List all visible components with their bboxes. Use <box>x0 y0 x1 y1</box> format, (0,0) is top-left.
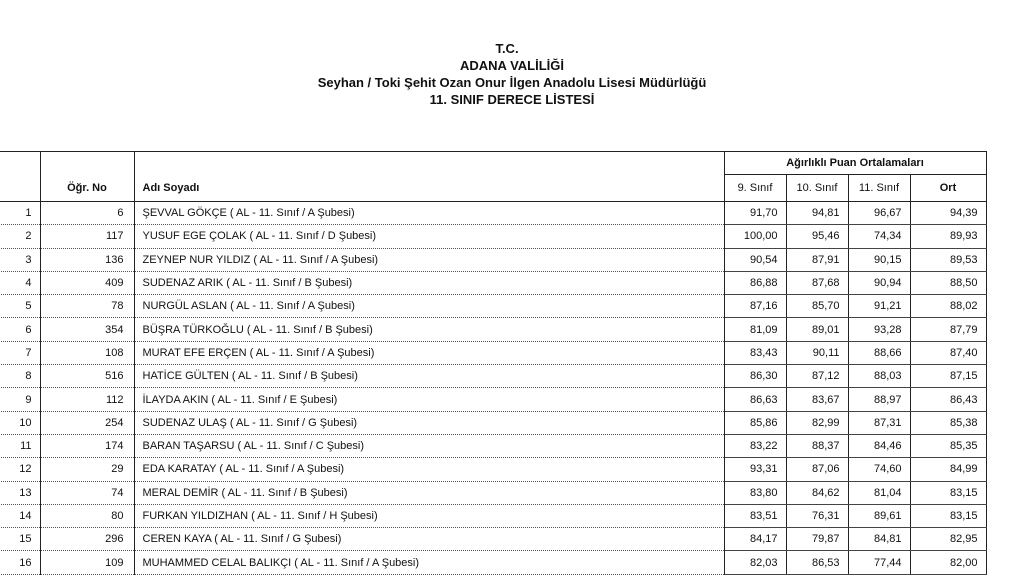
student-no: 174 <box>40 434 134 457</box>
student-name: NURGÜL ASLAN ( AL - 11. Sınıf / A Şubesi) <box>134 295 724 318</box>
rank: 5 <box>0 295 40 318</box>
average-score: 89,53 <box>910 248 986 271</box>
student-no: 136 <box>40 248 134 271</box>
grade-9-score: 83,22 <box>724 434 786 457</box>
header-rank-bottom <box>0 175 40 202</box>
student-no: 74 <box>40 481 134 504</box>
table-row <box>0 504 986 527</box>
average-score: 94,39 <box>910 202 986 225</box>
average-score: 83,15 <box>910 481 986 504</box>
grade-10-score: 85,70 <box>786 295 848 318</box>
student-no: 29 <box>40 458 134 481</box>
grade-10-score: 76,31 <box>786 504 848 527</box>
grade-9-score: 86,63 <box>724 388 786 411</box>
grade-11-score: 88,97 <box>848 388 910 411</box>
student-no: 117 <box>40 225 134 248</box>
grade-11-score: 74,60 <box>848 458 910 481</box>
grade-9-score: 84,17 <box>724 528 786 551</box>
student-name: MURAT EFE ERÇEN ( AL - 11. Sınıf / A Şubesi) <box>134 341 724 364</box>
header-grade-9: 9. Sınıf <box>724 175 786 202</box>
header-governorship: ADANA VALİLİĞİ <box>460 58 564 73</box>
student-name: İLAYDA AKIN ( AL - 11. Sınıf / E Şubesi) <box>134 388 724 411</box>
student-no: 6 <box>40 202 134 225</box>
grade-9-score: 90,54 <box>724 248 786 271</box>
rank: 12 <box>0 458 40 481</box>
average-score: 88,02 <box>910 295 986 318</box>
grade-9-score: 81,09 <box>724 318 786 341</box>
average-score: 84,99 <box>910 458 986 481</box>
grade-10-score: 87,06 <box>786 458 848 481</box>
ranking-table <box>0 151 987 575</box>
table-row <box>0 225 986 248</box>
grade-10-score: 88,37 <box>786 434 848 457</box>
grade-11-score: 74,34 <box>848 225 910 248</box>
grade-10-score: 84,62 <box>786 481 848 504</box>
average-score: 87,79 <box>910 318 986 341</box>
grade-10-score: 90,11 <box>786 341 848 364</box>
table-row <box>0 318 986 341</box>
student-name: SUDENAZ ARIK ( AL - 11. Sınıf / B Şubesi) <box>134 271 724 294</box>
table-row <box>0 434 986 457</box>
header-weighted-averages: Ağırlıklı Puan Ortalamaları <box>724 152 986 175</box>
grade-10-score: 82,99 <box>786 411 848 434</box>
grade-11-score: 84,46 <box>848 434 910 457</box>
student-name: FURKAN YILDIZHAN ( AL - 11. Sınıf / H Şubesi) <box>134 504 724 527</box>
average-score: 85,35 <box>910 434 986 457</box>
grade-9-score: 83,80 <box>724 481 786 504</box>
table-row <box>0 388 986 411</box>
rank: 11 <box>0 434 40 457</box>
average-score: 87,15 <box>910 365 986 388</box>
grade-10-score: 83,67 <box>786 388 848 411</box>
student-no: 109 <box>40 551 134 574</box>
student-name: ŞEVVAL GÖKÇE ( AL - 11. Sınıf / A Şubesi) <box>134 202 724 225</box>
table-row <box>0 458 986 481</box>
average-score: 82,95 <box>910 528 986 551</box>
grade-10-score: 89,01 <box>786 318 848 341</box>
header-tc: T.C. <box>495 41 519 56</box>
student-name: MERAL DEMİR ( AL - 11. Sınıf / B Şubesi) <box>134 481 724 504</box>
rank: 7 <box>0 341 40 364</box>
grade-10-score: 95,46 <box>786 225 848 248</box>
grade-9-score: 93,31 <box>724 458 786 481</box>
grade-9-score: 86,30 <box>724 365 786 388</box>
rank: 10 <box>0 411 40 434</box>
student-no: 409 <box>40 271 134 294</box>
header-average: Ort <box>910 175 986 202</box>
table-row <box>0 295 986 318</box>
student-no: 80 <box>40 504 134 527</box>
rank: 2 <box>0 225 40 248</box>
rank: 3 <box>0 248 40 271</box>
student-name: MUHAMMED CELAL BALIKÇI ( AL - 11. Sınıf / A Şubesi) <box>134 551 724 574</box>
student-name: BARAN TAŞARSU ( AL - 11. Sınıf / C Şubesi) <box>134 434 724 457</box>
average-score: 87,40 <box>910 341 986 364</box>
header-full-name: Adı Soyadı <box>134 175 724 202</box>
rank: 1 <box>0 202 40 225</box>
table-row <box>0 202 986 225</box>
student-no: 354 <box>40 318 134 341</box>
header-student-no: Öğr. No <box>40 175 134 202</box>
average-score: 82,00 <box>910 551 986 574</box>
student-name: YUSUF EGE ÇOLAK ( AL - 11. Sınıf / D Şubesi) <box>134 225 724 248</box>
student-no: 112 <box>40 388 134 411</box>
grade-11-score: 81,04 <box>848 481 910 504</box>
table-row <box>0 551 986 574</box>
student-name: HATİCE GÜLTEN ( AL - 11. Sınıf / B Şubesi) <box>134 365 724 388</box>
grade-9-score: 83,51 <box>724 504 786 527</box>
grade-11-score: 91,21 <box>848 295 910 318</box>
table-row <box>0 248 986 271</box>
student-name: BÜŞRA TÜRKOĞLU ( AL - 11. Sınıf / B Şubesi) <box>134 318 724 341</box>
grade-11-score: 88,03 <box>848 365 910 388</box>
grade-11-score: 96,67 <box>848 202 910 225</box>
rank: 6 <box>0 318 40 341</box>
table-row <box>0 341 986 364</box>
table-row <box>0 411 986 434</box>
average-score: 86,43 <box>910 388 986 411</box>
grade-9-score: 100,00 <box>724 225 786 248</box>
grade-10-score: 87,12 <box>786 365 848 388</box>
student-name: CEREN KAYA ( AL - 11. Sınıf / G Şubesi) <box>134 528 724 551</box>
grade-9-score: 83,43 <box>724 341 786 364</box>
grade-11-score: 93,28 <box>848 318 910 341</box>
rank: 13 <box>0 481 40 504</box>
header-list-title: 11. SINIF DERECE LİSTESİ <box>429 92 595 107</box>
student-no: 108 <box>40 341 134 364</box>
table-row <box>0 481 986 504</box>
grade-11-score: 89,61 <box>848 504 910 527</box>
average-score: 83,15 <box>910 504 986 527</box>
grade-11-score: 77,44 <box>848 551 910 574</box>
grade-10-score: 94,81 <box>786 202 848 225</box>
student-name: SUDENAZ ULAŞ ( AL - 11. Sınıf / G Şubesi) <box>134 411 724 434</box>
header-name-top <box>134 152 724 175</box>
grade-11-score: 88,66 <box>848 341 910 364</box>
grade-11-score: 84,81 <box>848 528 910 551</box>
header-rank-cell <box>0 152 40 175</box>
average-score: 89,93 <box>910 225 986 248</box>
rank: 4 <box>0 271 40 294</box>
student-name: EDA KARATAY ( AL - 11. Sınıf / A Şubesi) <box>134 458 724 481</box>
header-school: Seyhan / Toki Şehit Ozan Onur İlgen Anadolu Lisesi Müdürlüğü <box>317 75 707 90</box>
grade-11-score: 90,15 <box>848 248 910 271</box>
grade-11-score: 87,31 <box>848 411 910 434</box>
student-no: 296 <box>40 528 134 551</box>
student-no: 78 <box>40 295 134 318</box>
student-name: ZEYNEP NUR YILDIZ ( AL - 11. Sınıf / A Şubesi) <box>134 248 724 271</box>
average-score: 85,38 <box>910 411 986 434</box>
header-grade-11: 11. Sınıf <box>848 175 910 202</box>
grade-9-score: 86,88 <box>724 271 786 294</box>
grade-9-score: 91,70 <box>724 202 786 225</box>
rank: 16 <box>0 551 40 574</box>
average-score: 88,50 <box>910 271 986 294</box>
grade-10-score: 79,87 <box>786 528 848 551</box>
table-row <box>0 271 986 294</box>
grade-9-score: 87,16 <box>724 295 786 318</box>
header-no-top <box>40 152 134 175</box>
rank: 15 <box>0 528 40 551</box>
grade-9-score: 85,86 <box>724 411 786 434</box>
header-grade-10: 10. Sınıf <box>786 175 848 202</box>
grade-10-score: 86,53 <box>786 551 848 574</box>
rank: 9 <box>0 388 40 411</box>
grade-11-score: 90,94 <box>848 271 910 294</box>
grade-9-score: 82,03 <box>724 551 786 574</box>
student-no: 254 <box>40 411 134 434</box>
table-row <box>0 528 986 551</box>
grade-10-score: 87,68 <box>786 271 848 294</box>
rank: 14 <box>0 504 40 527</box>
table-row <box>0 365 986 388</box>
document-header <box>0 40 1024 108</box>
student-no: 516 <box>40 365 134 388</box>
grade-10-score: 87,91 <box>786 248 848 271</box>
rank: 8 <box>0 365 40 388</box>
